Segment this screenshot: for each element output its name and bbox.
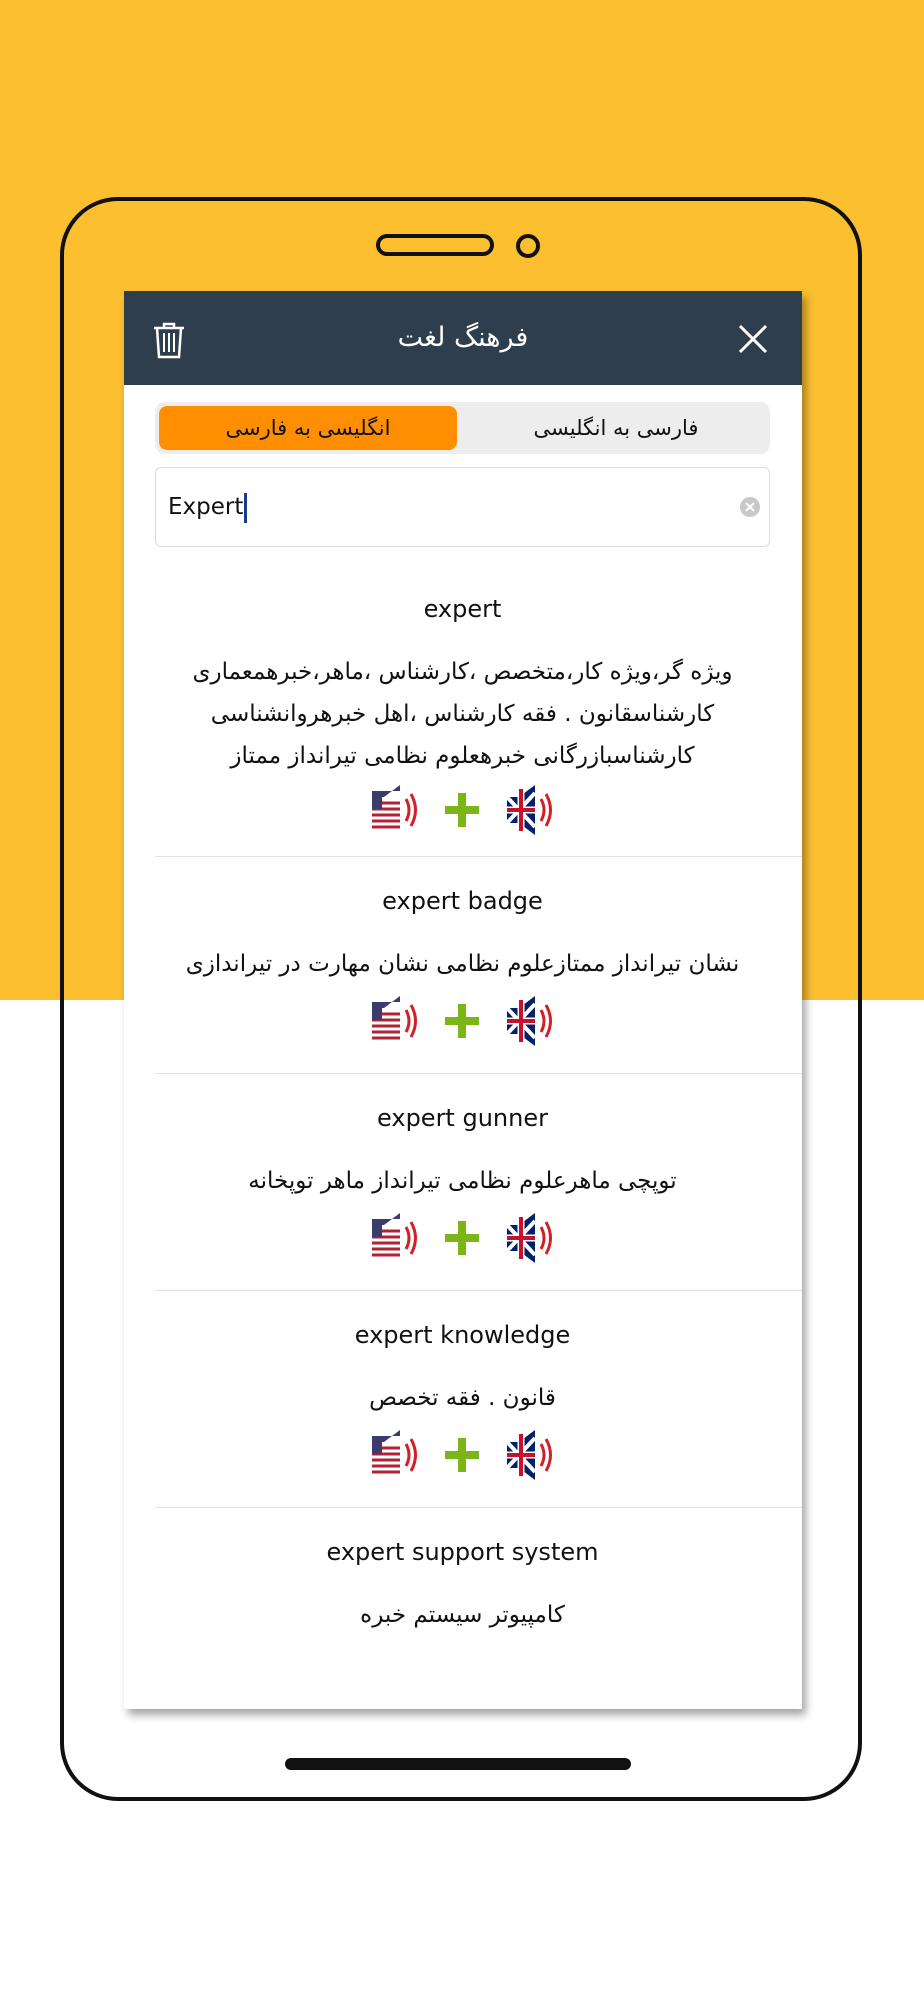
result-meaning xyxy=(155,1594,770,1636)
search-value: Expert xyxy=(168,494,244,520)
us-flag-speaker-icon[interactable] xyxy=(368,1211,422,1265)
result-meaning xyxy=(155,651,770,777)
us-flag-speaker-icon[interactable] xyxy=(368,1428,422,1482)
meaning-line: توپچی ماهرعلوم نظامی تیرانداز ماهر توپخانه xyxy=(248,1168,677,1194)
home-indicator[interactable] xyxy=(285,1758,631,1770)
plus-icon[interactable] xyxy=(435,994,489,1048)
plus-icon[interactable] xyxy=(435,1428,489,1482)
meaning-line: ویژه گر،ویژه کار،متخصص ،کارشناس ،ماهر،خبرهمعماری xyxy=(192,659,733,685)
uk-flag-speaker-icon[interactable] xyxy=(503,1428,557,1482)
result-item[interactable] xyxy=(155,1508,802,1708)
uk-flag-speaker-icon[interactable] xyxy=(503,783,557,837)
plus-icon[interactable] xyxy=(435,783,489,837)
result-actions xyxy=(155,994,770,1048)
close-icon[interactable] xyxy=(738,324,768,354)
clear-icon[interactable] xyxy=(739,496,761,518)
plus-icon[interactable] xyxy=(435,1211,489,1265)
result-item[interactable] xyxy=(155,857,802,1075)
result-meaning xyxy=(155,943,770,985)
result-meaning xyxy=(155,1377,770,1419)
meaning-line: کامپیوتر سیستم خبره xyxy=(360,1602,565,1628)
phone-speaker xyxy=(376,234,494,256)
us-flag-speaker-icon[interactable] xyxy=(368,994,422,1048)
result-actions xyxy=(155,1211,770,1265)
dictionary-dialog xyxy=(124,291,802,1709)
result-item[interactable] xyxy=(155,1074,802,1292)
result-term: expert knowledge xyxy=(354,1321,571,1349)
meaning-line: نشان تیرانداز ممتازعلوم نظامی نشان مهارت در تیراندازی xyxy=(185,951,740,977)
result-actions xyxy=(155,783,770,837)
phone-camera xyxy=(516,234,540,258)
us-flag-speaker-icon[interactable] xyxy=(368,783,422,837)
tab-fa-to-en[interactable]: فارسی به انگلیسی xyxy=(533,416,699,440)
meaning-line: کارشناسبازرگانی خبرهعلوم نظامی تیرانداز ممتاز xyxy=(230,743,695,769)
meaning-line: کارشناسقانون . فقه کارشناس ،اهل خبرهروانشناسی xyxy=(210,701,715,727)
search-input[interactable] xyxy=(155,467,770,547)
text-caret xyxy=(244,493,247,523)
tab-en-to-fa[interactable]: انگلیسی به فارسی xyxy=(159,406,457,450)
direction-toggle xyxy=(155,402,770,454)
uk-flag-speaker-icon[interactable] xyxy=(503,1211,557,1265)
result-actions xyxy=(155,1428,770,1482)
meaning-line: قانون . فقه تخصص xyxy=(369,1385,556,1411)
dialog-header xyxy=(124,291,802,385)
dialog-title: فرهنگ لغت xyxy=(397,322,529,353)
result-item[interactable] xyxy=(155,581,802,871)
result-term: expert badge xyxy=(382,887,543,915)
result-term: expert gunner xyxy=(377,1104,548,1132)
uk-flag-speaker-icon[interactable] xyxy=(503,994,557,1048)
result-meaning xyxy=(155,1160,770,1202)
result-term: expert xyxy=(423,595,502,623)
result-item[interactable] xyxy=(155,1291,802,1509)
result-term: expert support system xyxy=(326,1538,599,1566)
